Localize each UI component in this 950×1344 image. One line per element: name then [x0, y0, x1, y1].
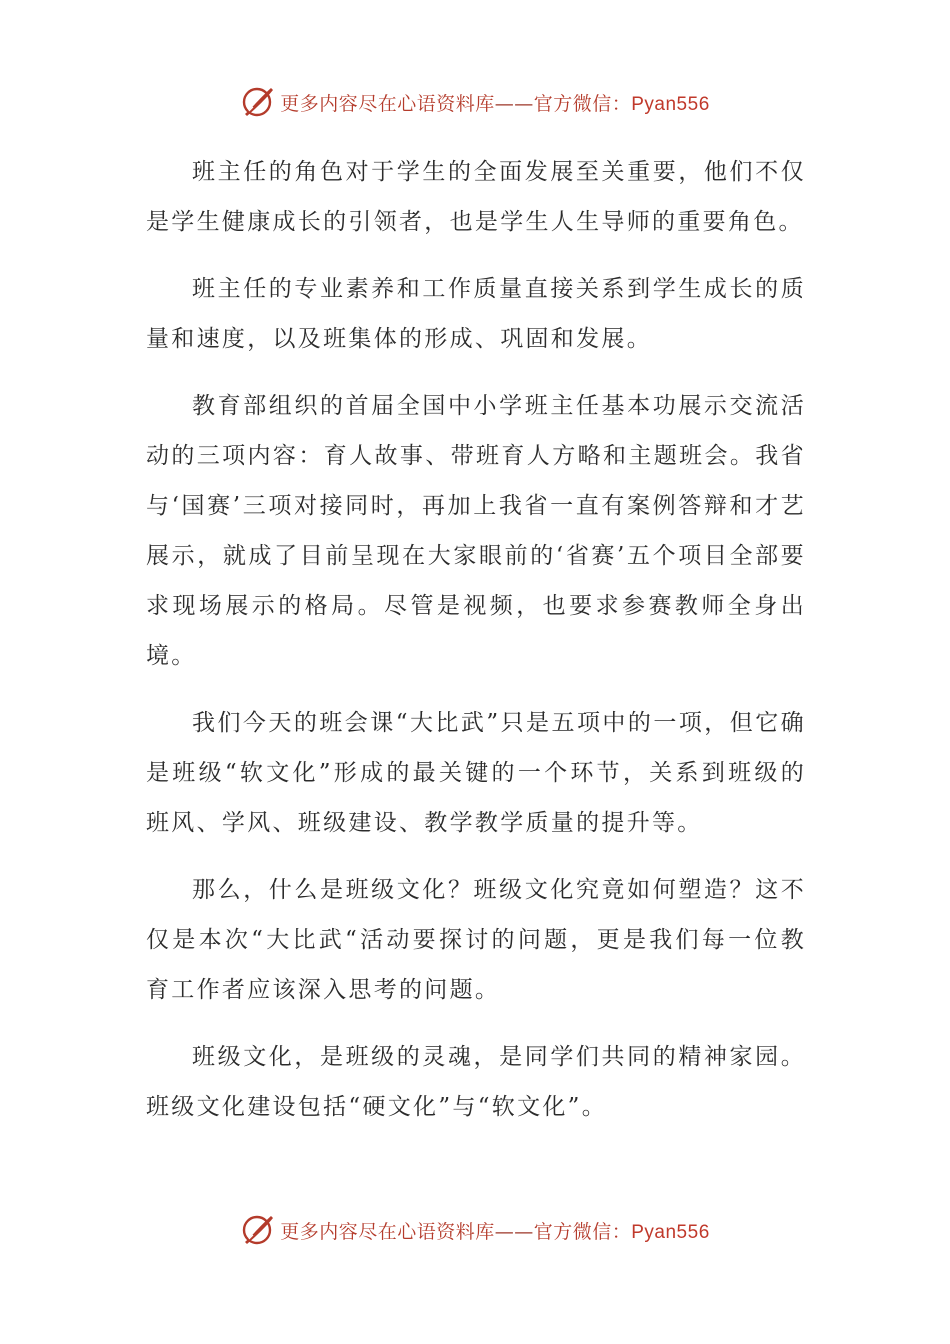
paragraph: 教育部组织的首届全国中小学班主任基本功展示交流活动的三项内容：育人故事、带班育人方略和主题班会。我省与‘国赛’三项对接同时，再加上我省一直有案例答辩和才艺展示，就成了目前呈现在大家眼前的‘省赛’五个项目全部要求现场展示的格局。尽管是视频，也要求参赛教师全身出境。 [146, 393, 806, 669]
pen-circle-logo-icon [240, 1212, 276, 1248]
paragraph: 我们今天的班会课“大比武”只是五项中的一项，但它确是班级“软文化”形成的最关键的一个环节，关系到班级的班风、学风、班级建设、教学教学质量的提升等。 [146, 710, 806, 836]
pen-circle-logo-icon [240, 84, 276, 120]
paragraph: 班主任的角色对于学生的全面发展至关重要，他们不仅是学生健康成长的引领者，也是学生人生导师的重要角色。 [146, 159, 806, 235]
banner-official: 官方微信： [533, 1220, 632, 1243]
banner-text [280, 1217, 710, 1244]
paragraph: 班主任的专业素养和工作质量直接关系到学生成长的质量和速度，以及班集体的形成、巩固和发展。 [146, 276, 806, 352]
paragraph: 班级文化，是班级的灵魂，是同学们共同的精神家园。班级文化建设包括“硬文化”与“软文化”。 [146, 1044, 806, 1120]
document-body [146, 147, 806, 1149]
banner-prefix: 更多内容尽在心语资料库 [280, 1220, 495, 1243]
banner-wechat-id: Pyan556 [631, 93, 710, 115]
footer-banner [0, 1210, 950, 1250]
header-banner [0, 82, 950, 122]
banner-prefix: 更多内容尽在心语资料库 [280, 92, 495, 115]
banner-wechat-id: Pyan556 [631, 1221, 710, 1243]
paragraph: 那么，什么是班级文化？班级文化究竟如何塑造？这不仅是本次“大比武“活动要探讨的问题，更是我们每一位教育工作者应该深入思考的问题。 [146, 877, 806, 1003]
banner-dash: —— [494, 1220, 534, 1243]
banner-dash: —— [494, 92, 534, 115]
banner-official: 官方微信： [533, 92, 632, 115]
banner-text [280, 89, 710, 116]
